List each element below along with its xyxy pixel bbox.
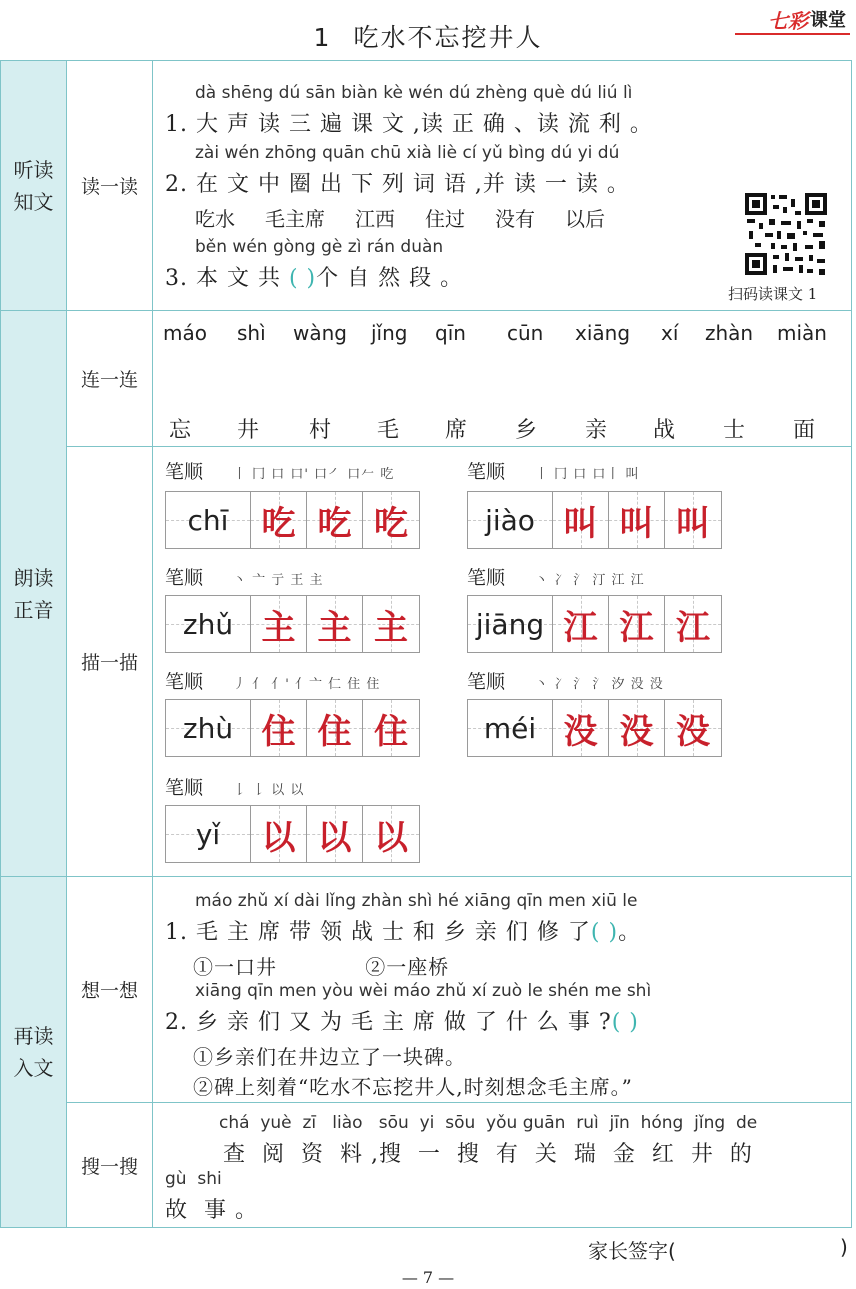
trace-char-box[interactable]: 以 bbox=[363, 806, 419, 862]
link-pinyin[interactable]: shì bbox=[237, 321, 266, 345]
think-q2 bbox=[165, 1005, 639, 1036]
think-q1 bbox=[165, 915, 641, 946]
think-q2-option-1: ①乡亲们在井边立了一块碑。 bbox=[193, 1045, 466, 1069]
trace-char-box[interactable]: 住 bbox=[307, 700, 363, 756]
link-pinyin[interactable]: xí bbox=[661, 321, 679, 345]
lesson-number: 1 bbox=[313, 23, 332, 52]
q2-text: 2. 在 文 中 圈 出 下 列 词 语 ,并 读 一 读 。 bbox=[165, 172, 630, 197]
task-trace-label: 描一描 bbox=[67, 447, 153, 877]
word-item: 毛主席 bbox=[265, 207, 325, 231]
stroke-order-label: 笔顺 bbox=[165, 461, 204, 483]
trace-char-box[interactable]: 叫 bbox=[553, 492, 609, 548]
stroke-order-label: 笔顺 bbox=[165, 567, 204, 589]
search-line-1: 查 阅 资 料 ,搜 一 搜 有 关 瑞 金 红 井 的 bbox=[223, 1142, 753, 1167]
link-char[interactable]: 毛 bbox=[377, 418, 400, 443]
trace-char-box[interactable]: 吃 bbox=[251, 492, 307, 548]
writing-grid bbox=[165, 491, 420, 549]
read-cell bbox=[153, 61, 851, 311]
page-title bbox=[0, 18, 856, 54]
qr-caption: 扫码读课文 1 bbox=[728, 285, 818, 303]
trace-char-box[interactable]: 没 bbox=[553, 700, 609, 756]
parent-signature-close: ) bbox=[840, 1235, 848, 1259]
grid-pinyin: zhǔ bbox=[166, 596, 251, 652]
trace-char-box[interactable]: 江 bbox=[665, 596, 721, 652]
trace-cell bbox=[153, 447, 851, 877]
stroke-order-label: 笔顺 bbox=[165, 671, 204, 693]
think-q2-pinyin: xiāng qīn men yòu wèi máo zhǔ xí zuò le shén me shì bbox=[195, 981, 652, 1001]
link-char[interactable]: 乡 bbox=[515, 418, 538, 443]
parent-signature-label: 家长签字( bbox=[588, 1239, 676, 1263]
q3-answer-blank[interactable]: ( ) bbox=[288, 266, 317, 291]
word-item: 住过 bbox=[425, 207, 465, 231]
search-cell bbox=[153, 1103, 851, 1227]
think-q1-pinyin: máo zhǔ xí dài lǐng zhàn shì hé xiāng qīn men xiū le bbox=[195, 891, 638, 911]
link-pinyin[interactable]: jǐng bbox=[371, 321, 408, 345]
stroke-order-sequence: 丶 冫 氵 氵 汐 没 没 bbox=[535, 677, 664, 692]
parent-signature[interactable] bbox=[588, 1235, 848, 1264]
section-listen-read: 听读 知文 bbox=[1, 61, 67, 311]
word-item: 江西 bbox=[355, 207, 395, 231]
word-item: 没有 bbox=[495, 207, 535, 231]
link-pinyin[interactable]: máo bbox=[163, 321, 207, 345]
stroke-order-sequence: 丨 冂 口 口丨 叫 bbox=[535, 467, 640, 482]
stroke-order-label: 笔顺 bbox=[467, 671, 506, 693]
q3-post: 个 自 然 段 。 bbox=[316, 266, 464, 291]
link-char[interactable]: 亲 bbox=[585, 418, 608, 443]
word-item: 以后 bbox=[565, 207, 605, 231]
stroke-order-label: 笔顺 bbox=[467, 461, 506, 483]
task-think-label: 想一想 bbox=[67, 877, 153, 1103]
trace-char-box[interactable]: 住 bbox=[363, 700, 419, 756]
word-list bbox=[195, 203, 605, 232]
logo bbox=[768, 4, 846, 34]
trace-char-box[interactable]: 主 bbox=[307, 596, 363, 652]
grid-pinyin: chī bbox=[166, 492, 251, 548]
q2-pinyin: zài wén zhōng quān chū xià liè cí yǔ bìng dú yi dú bbox=[195, 143, 620, 163]
task-read-label: 读一读 bbox=[67, 61, 153, 311]
grid-pinyin: jiāng bbox=[468, 596, 553, 652]
q1-text: 1. 大 声 读 三 遍 课 文 ,读 正 确 、读 流 利 。 bbox=[165, 112, 653, 137]
logo-brand: 七彩 bbox=[768, 8, 808, 33]
logo-underline bbox=[735, 33, 850, 35]
trace-char-box[interactable]: 主 bbox=[363, 596, 419, 652]
trace-char-box[interactable]: 没 bbox=[609, 700, 665, 756]
trace-char-box[interactable]: 叫 bbox=[665, 492, 721, 548]
think-q1-answer-blank[interactable]: ( ) bbox=[590, 920, 619, 945]
link-char[interactable]: 战 bbox=[653, 418, 676, 443]
trace-char-box[interactable]: 住 bbox=[251, 700, 307, 756]
stroke-order-sequence: 丨 冂 口 口' 口㇒ 口𠂉 吃 bbox=[233, 467, 395, 482]
link-char[interactable]: 席 bbox=[445, 418, 468, 443]
link-char[interactable]: 士 bbox=[723, 418, 746, 443]
search-pinyin-1: chá yuè zī liào sōu yi sōu yǒu guān ruì jīn hóng jǐng de bbox=[219, 1113, 758, 1133]
stroke-order-sequence: 𠄌 𠄌 以 以 bbox=[233, 783, 305, 798]
trace-char-box[interactable]: 江 bbox=[553, 596, 609, 652]
q1-pinyin: dà shēng dú sān biàn kè wén dú zhèng què dú liú lì bbox=[195, 83, 633, 103]
writing-grid bbox=[467, 491, 722, 549]
stroke-order-sequence: 丿 亻 亻' 亻亠 仁 住 住 bbox=[233, 677, 381, 692]
link-pinyin[interactable]: wàng bbox=[293, 321, 347, 345]
writing-grid bbox=[467, 595, 722, 653]
think-q1-options: ①一口井 ②一座桥 bbox=[193, 955, 450, 979]
section-read-aloud: 朗读 正音 bbox=[1, 311, 67, 877]
link-pinyin[interactable]: zhàn bbox=[705, 321, 754, 345]
search-pinyin-2: gù shi bbox=[165, 1169, 222, 1189]
trace-char-box[interactable]: 吃 bbox=[363, 492, 419, 548]
q3-pre: 3. 本 文 共 bbox=[165, 266, 289, 291]
task-link-label: 连一连 bbox=[67, 311, 153, 447]
stroke-order-label: 笔顺 bbox=[467, 567, 506, 589]
writing-grid bbox=[165, 595, 420, 653]
logo-word: 课堂 bbox=[810, 10, 846, 31]
stroke-order-sequence: 丶 冫 氵 汀 江 江 bbox=[535, 573, 645, 588]
word-item: 吃水 bbox=[195, 207, 235, 231]
trace-char-box[interactable]: 叫 bbox=[609, 492, 665, 548]
link-cell bbox=[153, 311, 851, 447]
q3-pinyin: běn wén gòng gè zì rán duàn bbox=[195, 237, 444, 257]
task-search-label: 搜一搜 bbox=[67, 1103, 153, 1227]
stroke-order-label: 笔顺 bbox=[165, 777, 204, 799]
think-q1-text: 1. 毛 主 席 带 领 战 士 和 乡 亲 们 修 了 bbox=[165, 920, 591, 945]
writing-grid bbox=[467, 699, 722, 757]
think-q2-text: 2. 乡 亲 们 又 为 毛 主 席 做 了 什 么 事 ? bbox=[165, 1010, 612, 1035]
link-pinyin[interactable]: miàn bbox=[777, 321, 827, 345]
search-line-2: 故 事 。 bbox=[165, 1198, 258, 1223]
link-pinyin[interactable]: qīn bbox=[435, 321, 466, 345]
q3-text bbox=[165, 261, 463, 292]
trace-char-box[interactable]: 主 bbox=[251, 596, 307, 652]
link-char[interactable]: 井 bbox=[237, 418, 260, 443]
link-char[interactable]: 村 bbox=[309, 418, 332, 443]
trace-char-box[interactable]: 江 bbox=[609, 596, 665, 652]
trace-char-box[interactable]: 没 bbox=[665, 700, 721, 756]
link-pinyin[interactable]: xiāng bbox=[575, 321, 631, 345]
lesson-title: 吃水不忘挖井人 bbox=[353, 23, 543, 52]
think-q1-end: 。 bbox=[618, 920, 642, 945]
think-q2-answer-blank[interactable]: ( ) bbox=[611, 1010, 639, 1035]
think-cell bbox=[153, 877, 851, 1103]
grid-pinyin: jiào bbox=[468, 492, 553, 548]
link-char[interactable]: 面 bbox=[793, 418, 816, 443]
stroke-order-sequence: 丶 亠 亍 王 主 bbox=[233, 573, 324, 588]
link-char[interactable]: 忘 bbox=[169, 418, 192, 443]
writing-grid bbox=[165, 805, 420, 863]
writing-grid bbox=[165, 699, 420, 757]
grid-pinyin: yǐ bbox=[166, 806, 251, 862]
link-pinyin[interactable]: cūn bbox=[507, 321, 544, 345]
grid-pinyin: méi bbox=[468, 700, 553, 756]
think-q2-option-2: ②碑上刻着“吃水不忘挖井人,时刻想念毛主席。” bbox=[193, 1075, 633, 1099]
trace-char-box[interactable]: 以 bbox=[251, 806, 307, 862]
section-reread: 再读 入文 bbox=[1, 877, 67, 1227]
qr-code-icon[interactable] bbox=[743, 191, 829, 277]
trace-char-box[interactable]: 吃 bbox=[307, 492, 363, 548]
page-number: — 7 — bbox=[401, 1268, 455, 1287]
grid-pinyin: zhù bbox=[166, 700, 251, 756]
trace-char-box[interactable]: 以 bbox=[307, 806, 363, 862]
worksheet-frame bbox=[0, 60, 852, 1228]
